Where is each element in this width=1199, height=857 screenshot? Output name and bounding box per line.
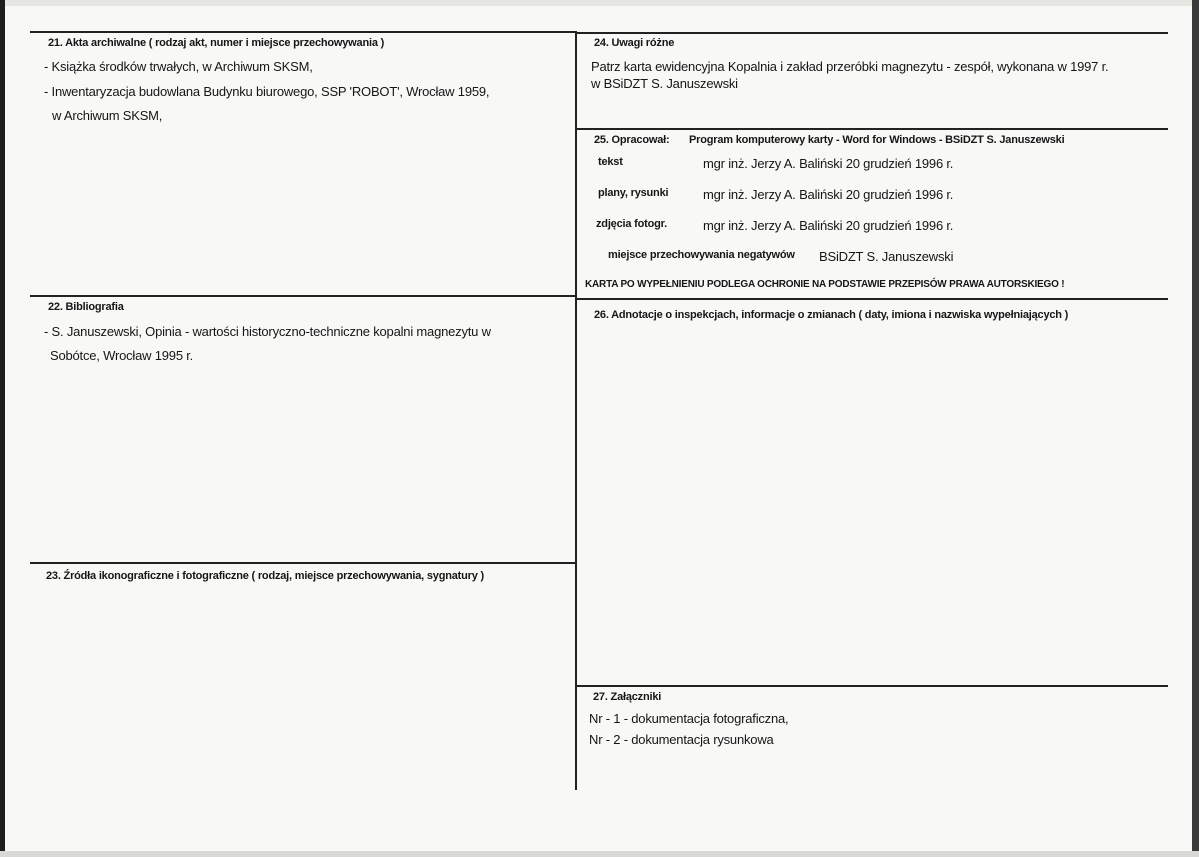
card-right-edge xyxy=(1192,0,1199,857)
section-27-line-2: Nr - 2 - dokumentacja rysunkowa xyxy=(589,732,774,747)
rule-26-27 xyxy=(576,685,1168,687)
section-21-line-3: w Archiwum SKSM, xyxy=(52,108,163,123)
section-24-line-2: w BSiDZT S. Januszewski xyxy=(591,76,738,91)
card-top-edge xyxy=(0,0,1199,6)
card-left-edge xyxy=(0,0,5,857)
section-22-line-2: Sobótce, Wrocław 1995 r. xyxy=(50,348,194,363)
section-25-row-3-value: mgr inż. Jerzy A. Baliński 20 grudzień 1996 r. xyxy=(703,218,954,233)
center-divider xyxy=(575,31,577,790)
rule-22-23 xyxy=(30,562,576,564)
section-22-line-1: - S. Januszewski, Opinia - wartości historyczno-techniczne kopalni magnezytu w xyxy=(44,324,491,339)
section-27-line-1: Nr - 1 - dokumentacja fotograficzna, xyxy=(589,711,789,726)
top-rule-right xyxy=(576,32,1168,34)
rule-25-26 xyxy=(576,298,1168,300)
section-25-row-3-label: zdjęcia fotogr. xyxy=(596,218,667,230)
section-27-heading: 27. Załączniki xyxy=(593,691,662,703)
section-23-heading: 23. Źródła ikonograficzne i fotograficzne ( rodzaj, miejsce przechowywania, sygnatury ) xyxy=(46,570,484,582)
section-25-negatives-label: miejsce przechowywania negatywów xyxy=(608,249,795,261)
section-25-copyright-notice: KARTA PO WYPEŁNIENIU PODLEGA OCHRONIE NA PODSTAWIE PRZEPISÓW PRAWA AUTORSKIEGO ! xyxy=(585,279,1065,290)
section-25-row-2-label: plany, rysunki xyxy=(598,187,669,199)
section-26-heading: 26. Adnotacje o inspekcjach, informacje o zmianach ( daty, imiona i nazwiska wypełniających ) xyxy=(594,309,1069,321)
section-24-heading: 24. Uwagi różne xyxy=(594,37,675,49)
section-21-heading: 21. Akta archiwalne ( rodzaj akt, numer i miejsce przechowywania ) xyxy=(48,37,385,49)
section-25-negatives-value: BSiDZT S. Januszewski xyxy=(819,249,954,264)
section-25-row-2-value: mgr inż. Jerzy A. Baliński 20 grudzień 1996 r. xyxy=(703,187,954,202)
card-bottom-edge xyxy=(0,851,1199,857)
section-25-program: Program komputerowy karty - Word for Windows - BSiDZT S. Januszewski xyxy=(689,134,1065,146)
section-22-heading: 22. Bibliografia xyxy=(48,301,124,313)
section-24-line-1: Patrz karta ewidencyjna Kopalnia i zakład przeróbki magnezytu - zespół, wykonana w 1997 r. xyxy=(591,59,1109,74)
rule-21-22 xyxy=(30,295,576,297)
top-rule-left xyxy=(30,31,576,33)
section-21-line-1: - Książka środków trwałych, w Archiwum SKSM, xyxy=(44,59,313,74)
section-25-heading: 25. Opracował: xyxy=(594,134,670,146)
rule-24-25 xyxy=(576,128,1168,130)
section-21-line-2: - Inwentaryzacja budowlana Budynku biurowego, SSP 'ROBOT', Wrocław 1959, xyxy=(44,84,490,99)
section-25-row-1-value: mgr inż. Jerzy A. Baliński 20 grudzień 1996 r. xyxy=(703,156,954,171)
section-25-row-1-label: tekst xyxy=(598,156,623,168)
